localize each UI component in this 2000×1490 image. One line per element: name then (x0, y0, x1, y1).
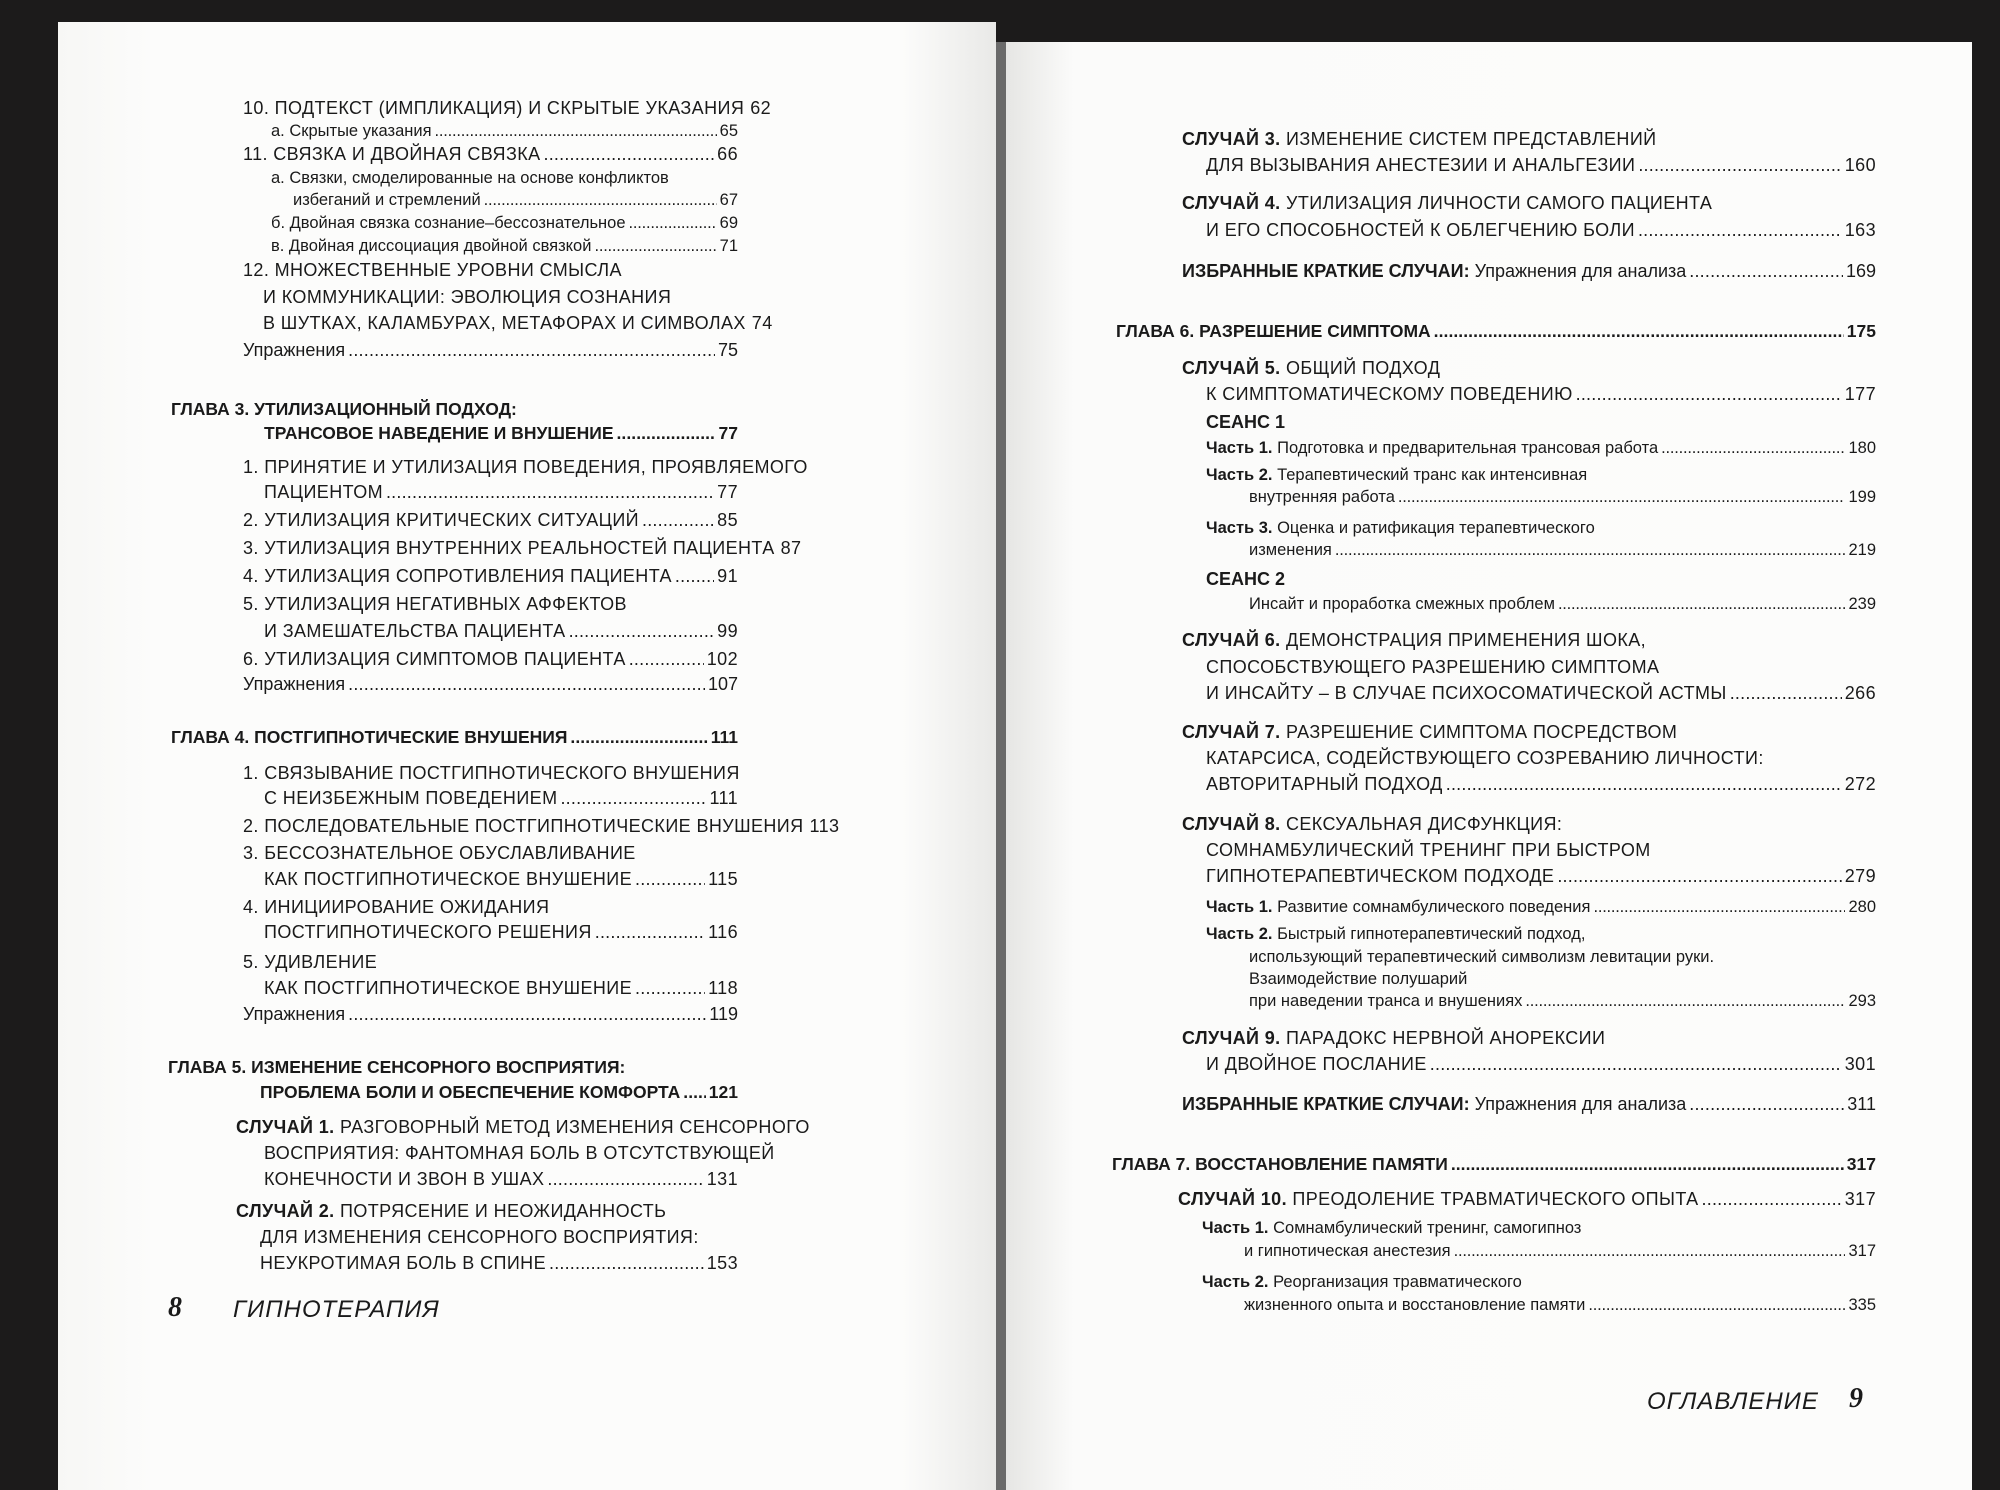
toc-entry: АВТОРИТАРНЫЙ ПОДХОД . . . 272 (1206, 773, 1876, 796)
left-page (58, 22, 996, 1490)
toc-entry: Инсайт и проработка смежных проблем . . . 239 (1249, 593, 1876, 616)
toc-entry: Часть 2. Терапевтический транс как интенсивная (1206, 466, 1588, 484)
toc-entry: И ЗАМЕШАТЕЛЬСТВА ПАЦИЕНТА . . . 99 (264, 620, 738, 643)
toc-entry: СЛУЧАЙ 4. УТИЛИЗАЦИЯ ЛИЧНОСТИ САМОГО ПАЦИЕНТА (1182, 193, 1713, 213)
running-footer: ГИПНОТЕРАПИЯ (233, 1296, 440, 1323)
toc-entry: и гипнотическая анестезия . . . 317 (1244, 1240, 1876, 1263)
toc-entry: КАТАРСИСА, СОДЕЙСТВУЮЩЕГО СОЗРЕВАНИЮ ЛИЧНОСТИ: (1206, 748, 1764, 768)
toc-entry: изменения . . . 219 (1249, 539, 1876, 562)
session-heading: СЕАНС 2 (1206, 569, 1286, 589)
toc-entry: КАК ПОСТГИПНОТИЧЕСКОЕ ВНУШЕНИЕ . . . 115 (264, 868, 738, 891)
toc-entry: ПОСТГИПНОТИЧЕСКОГО РЕШЕНИЯ . . . 116 (264, 921, 738, 944)
toc-entry: И КОММУНИКАЦИИ: ЭВОЛЮЦИЯ СОЗНАНИЯ (263, 287, 672, 307)
toc-entry: Упражнения . . . 107 (243, 673, 738, 696)
toc-entry: 1. ПРИНЯТИЕ И УТИЛИЗАЦИЯ ПОВЕДЕНИЯ, ПРОЯВЛЯЕМОГО (243, 457, 808, 477)
page-number: 9 (1849, 1383, 1863, 1414)
chapter-heading: ТРАНСОВОЕ НАВЕДЕНИЕ И ВНУШЕНИЕ . . . 77 (264, 422, 738, 445)
toc-entry: КОНЕЧНОСТИ И ЗВОН В УШАХ . . . 131 (264, 1168, 738, 1191)
chapter-heading: ГЛАВА 5. ИЗМЕНЕНИЕ СЕНСОРНОГО ВОСПРИЯТИЯ: (168, 1057, 626, 1077)
toc-entry: ДЛЯ ИЗМЕНЕНИЯ СЕНСОРНОГО ВОСПРИЯТИЯ: (260, 1227, 699, 1247)
chapter-heading: ГЛАВА 6. РАЗРЕШЕНИЕ СИМПТОМА . . . 175 (1116, 320, 1876, 343)
toc-entry: НЕУКРОТИМАЯ БОЛЬ В СПИНЕ . . . 153 (260, 1252, 738, 1275)
toc-left (58, 22, 996, 1422)
toc-entry: а. Скрытые указания . . . 65 (271, 120, 738, 143)
book-spine (996, 0, 1006, 1490)
toc-entry: использующий терапевтический символизм левитации руки. (1249, 948, 1715, 966)
toc-entry: 5. УТИЛИЗАЦИЯ НЕГАТИВНЫХ АФФЕКТОВ (243, 594, 627, 614)
toc-entry: Часть 1. Сомнамбулический тренинг, самогипноз (1202, 1219, 1582, 1237)
toc-entry: СЛУЧАЙ 7. РАЗРЕШЕНИЕ СИМПТОМА ПОСРЕДСТВОМ (1182, 722, 1678, 742)
toc-entry: СЛУЧАЙ 9. ПАРАДОКС НЕРВНОЙ АНОРЕКСИИ (1182, 1028, 1606, 1048)
chapter-heading: ГЛАВА 4. ПОСТГИПНОТИЧЕСКИЕ ВНУШЕНИЯ . . . 111 (171, 726, 738, 749)
toc-entry: 5. УДИВЛЕНИЕ (243, 952, 378, 972)
toc-entry: СОМНАМБУЛИЧЕСКИЙ ТРЕНИНГ ПРИ БЫСТРОМ (1206, 840, 1651, 860)
chapter-heading: ГЛАВА 3. УТИЛИЗАЦИОННЫЙ ПОДХОД: (171, 399, 517, 419)
session-heading: СЕАНС 1 (1206, 412, 1286, 432)
right-page (1006, 42, 1972, 1490)
toc-entry: Взаимодействие полушарий (1249, 970, 1468, 988)
toc-entry: 2. УТИЛИЗАЦИЯ КРИТИЧЕСКИХ СИТУАЦИЙ . . . 85 (243, 509, 738, 532)
toc-entry: Часть 2. Реорганизация травматического (1202, 1273, 1522, 1291)
toc-entry: СЛУЧАЙ 5. ОБЩИЙ ПОДХОД (1182, 358, 1441, 378)
toc-entry: в. Двойная диссоциация двойной связкой . . . 71 (271, 235, 738, 258)
running-footer: ОГЛАВЛЕНИЕ (1647, 1388, 1819, 1415)
toc-entry: И ЕГО СПОСОБНОСТЕЙ К ОБЛЕГЧЕНИЮ БОЛИ . . . 163 (1206, 219, 1876, 242)
toc-entry: И ДВОЙНОЕ ПОСЛАНИЕ . . . 301 (1206, 1053, 1876, 1076)
toc-right (1006, 22, 1972, 1422)
toc-entry: 11. СВЯЗКА И ДВОЙНАЯ СВЯЗКА . . . 66 (243, 143, 738, 166)
toc-entry: 2. ПОСЛЕДОВАТЕЛЬНЫЕ ПОСТГИПНОТИЧЕСКИЕ ВНУШЕНИЯ 113 (243, 816, 840, 836)
toc-entry: СЛУЧАЙ 1. РАЗГОВОРНЫЙ МЕТОД ИЗМЕНЕНИЯ СЕНСОРНОГО (236, 1117, 810, 1137)
toc-entry: 10. ПОДТЕКСТ (ИМПЛИКАЦИЯ) И СКРЫТЫЕ УКАЗАНИЯ 62 (243, 98, 772, 118)
toc-entry: Упражнения . . . 119 (243, 1003, 738, 1026)
chapter-heading: ГЛАВА 7. ВОССТАНОВЛЕНИЕ ПАМЯТИ . . . 317 (1112, 1153, 1876, 1176)
toc-entry: ПАЦИЕНТОМ . . . 77 (264, 481, 738, 504)
toc-entry: при наведении транса и внушениях . . . 293 (1249, 990, 1876, 1013)
toc-entry: СЛУЧАЙ 10. ПРЕОДОЛЕНИЕ ТРАВМАТИЧЕСКОГО ОПЫТА . . . 317 (1178, 1188, 1876, 1211)
toc-entry: С НЕИЗБЕЖНЫМ ПОВЕДЕНИЕМ . . . 111 (264, 787, 738, 810)
toc-entry: 4. ИНИЦИИРОВАНИЕ ОЖИДАНИЯ (243, 897, 550, 917)
toc-entry: 4. УТИЛИЗАЦИЯ СОПРОТИВЛЕНИЯ ПАЦИЕНТА . . . 91 (243, 565, 738, 588)
toc-entry: 6. УТИЛИЗАЦИЯ СИМПТОМОВ ПАЦИЕНТА . . . 102 (243, 648, 738, 671)
toc-entry: ИЗБРАННЫЕ КРАТКИЕ СЛУЧАИ: Упражнения для анализа . . . 311 (1182, 1093, 1876, 1116)
page-number: 8 (168, 1292, 182, 1323)
toc-entry: б. Двойная связка сознание–бессознательное . . . 69 (271, 212, 738, 235)
toc-entry: 1. СВЯЗЫВАНИЕ ПОСТГИПНОТИЧЕСКОГО ВНУШЕНИЯ (243, 763, 740, 783)
toc-entry: СЛУЧАЙ 2. ПОТРЯСЕНИЕ И НЕОЖИДАННОСТЬ (236, 1201, 667, 1221)
toc-entry: жизненного опыта и восстановление памяти . . . 335 (1244, 1294, 1876, 1317)
toc-entry: избеганий и стремлений . . . 67 (293, 189, 738, 212)
toc-entry: И ИНСАЙТУ – В СЛУЧАЕ ПСИХОСОМАТИЧЕСКОЙ АСТМЫ . . . 266 (1206, 682, 1876, 705)
toc-entry: ИЗБРАННЫЕ КРАТКИЕ СЛУЧАИ: Упражнения для анализа . . . 169 (1182, 260, 1876, 283)
toc-entry: 12. МНОЖЕСТВЕННЫЕ УРОВНИ СМЫСЛА (243, 260, 622, 280)
toc-entry: СЛУЧАЙ 3. ИЗМЕНЕНИЕ СИСТЕМ ПРЕДСТАВЛЕНИЙ (1182, 129, 1657, 149)
toc-entry: СЛУЧАЙ 6. ДЕМОНСТРАЦИЯ ПРИМЕНЕНИЯ ШОКА, (1182, 630, 1647, 650)
toc-entry: СЛУЧАЙ 8. СЕКСУАЛЬНАЯ ДИСФУНКЦИЯ: (1182, 814, 1563, 834)
scan-edge-right (1972, 0, 2000, 1490)
toc-entry: ДЛЯ ВЫЗЫВАНИЯ АНЕСТЕЗИИ И АНАЛЬГЕЗИИ . . . 160 (1206, 154, 1876, 177)
toc-entry: Часть 1. Развитие сомнамбулического поведения . . . 280 (1206, 896, 1876, 919)
toc-entry: К СИМПТОМАТИЧЕСКОМУ ПОВЕДЕНИЮ . . . 177 (1206, 383, 1876, 406)
toc-entry: СПОСОБСТВУЮЩЕГО РАЗРЕШЕНИЮ СИМПТОМА (1206, 657, 1660, 677)
toc-entry: Упражнения . . . 75 (243, 339, 738, 362)
toc-entry: Часть 2. Быстрый гипнотерапевтический подход, (1206, 925, 1586, 943)
toc-entry: Часть 3. Оценка и ратификация терапевтического (1206, 519, 1595, 537)
toc-entry: В ШУТКАХ, КАЛАМБУРАХ, МЕТАФОРАХ И СИМВОЛАХ 74 (263, 313, 773, 333)
toc-entry: КАК ПОСТГИПНОТИЧЕСКОЕ ВНУШЕНИЕ . . . 118 (264, 977, 738, 1000)
chapter-heading: ПРОБЛЕМА БОЛИ И ОБЕСПЕЧЕНИЕ КОМФОРТА . . . 121 (260, 1081, 738, 1104)
toc-entry: 3. БЕССОЗНАТЕЛЬНОЕ ОБУСЛАВЛИВАНИЕ (243, 843, 636, 863)
toc-entry: а. Связки, смоделированные на основе конфликтов (271, 169, 669, 187)
toc-entry: 3. УТИЛИЗАЦИЯ ВНУТРЕННИХ РЕАЛЬНОСТЕЙ ПАЦИЕНТА 87 (243, 538, 802, 558)
toc-entry: ВОСПРИЯТИЯ: ФАНТОМНАЯ БОЛЬ В ОТСУТСТВУЮЩЕЙ (264, 1143, 775, 1163)
toc-entry: ГИПНОТЕРАПЕВТИЧЕСКОМ ПОДХОДЕ . . . 279 (1206, 865, 1876, 888)
toc-entry: Часть 1. Подготовка и предварительная трансовая работа . . . 180 (1206, 437, 1876, 460)
toc-entry: внутренняя работа . . . 199 (1249, 486, 1876, 509)
